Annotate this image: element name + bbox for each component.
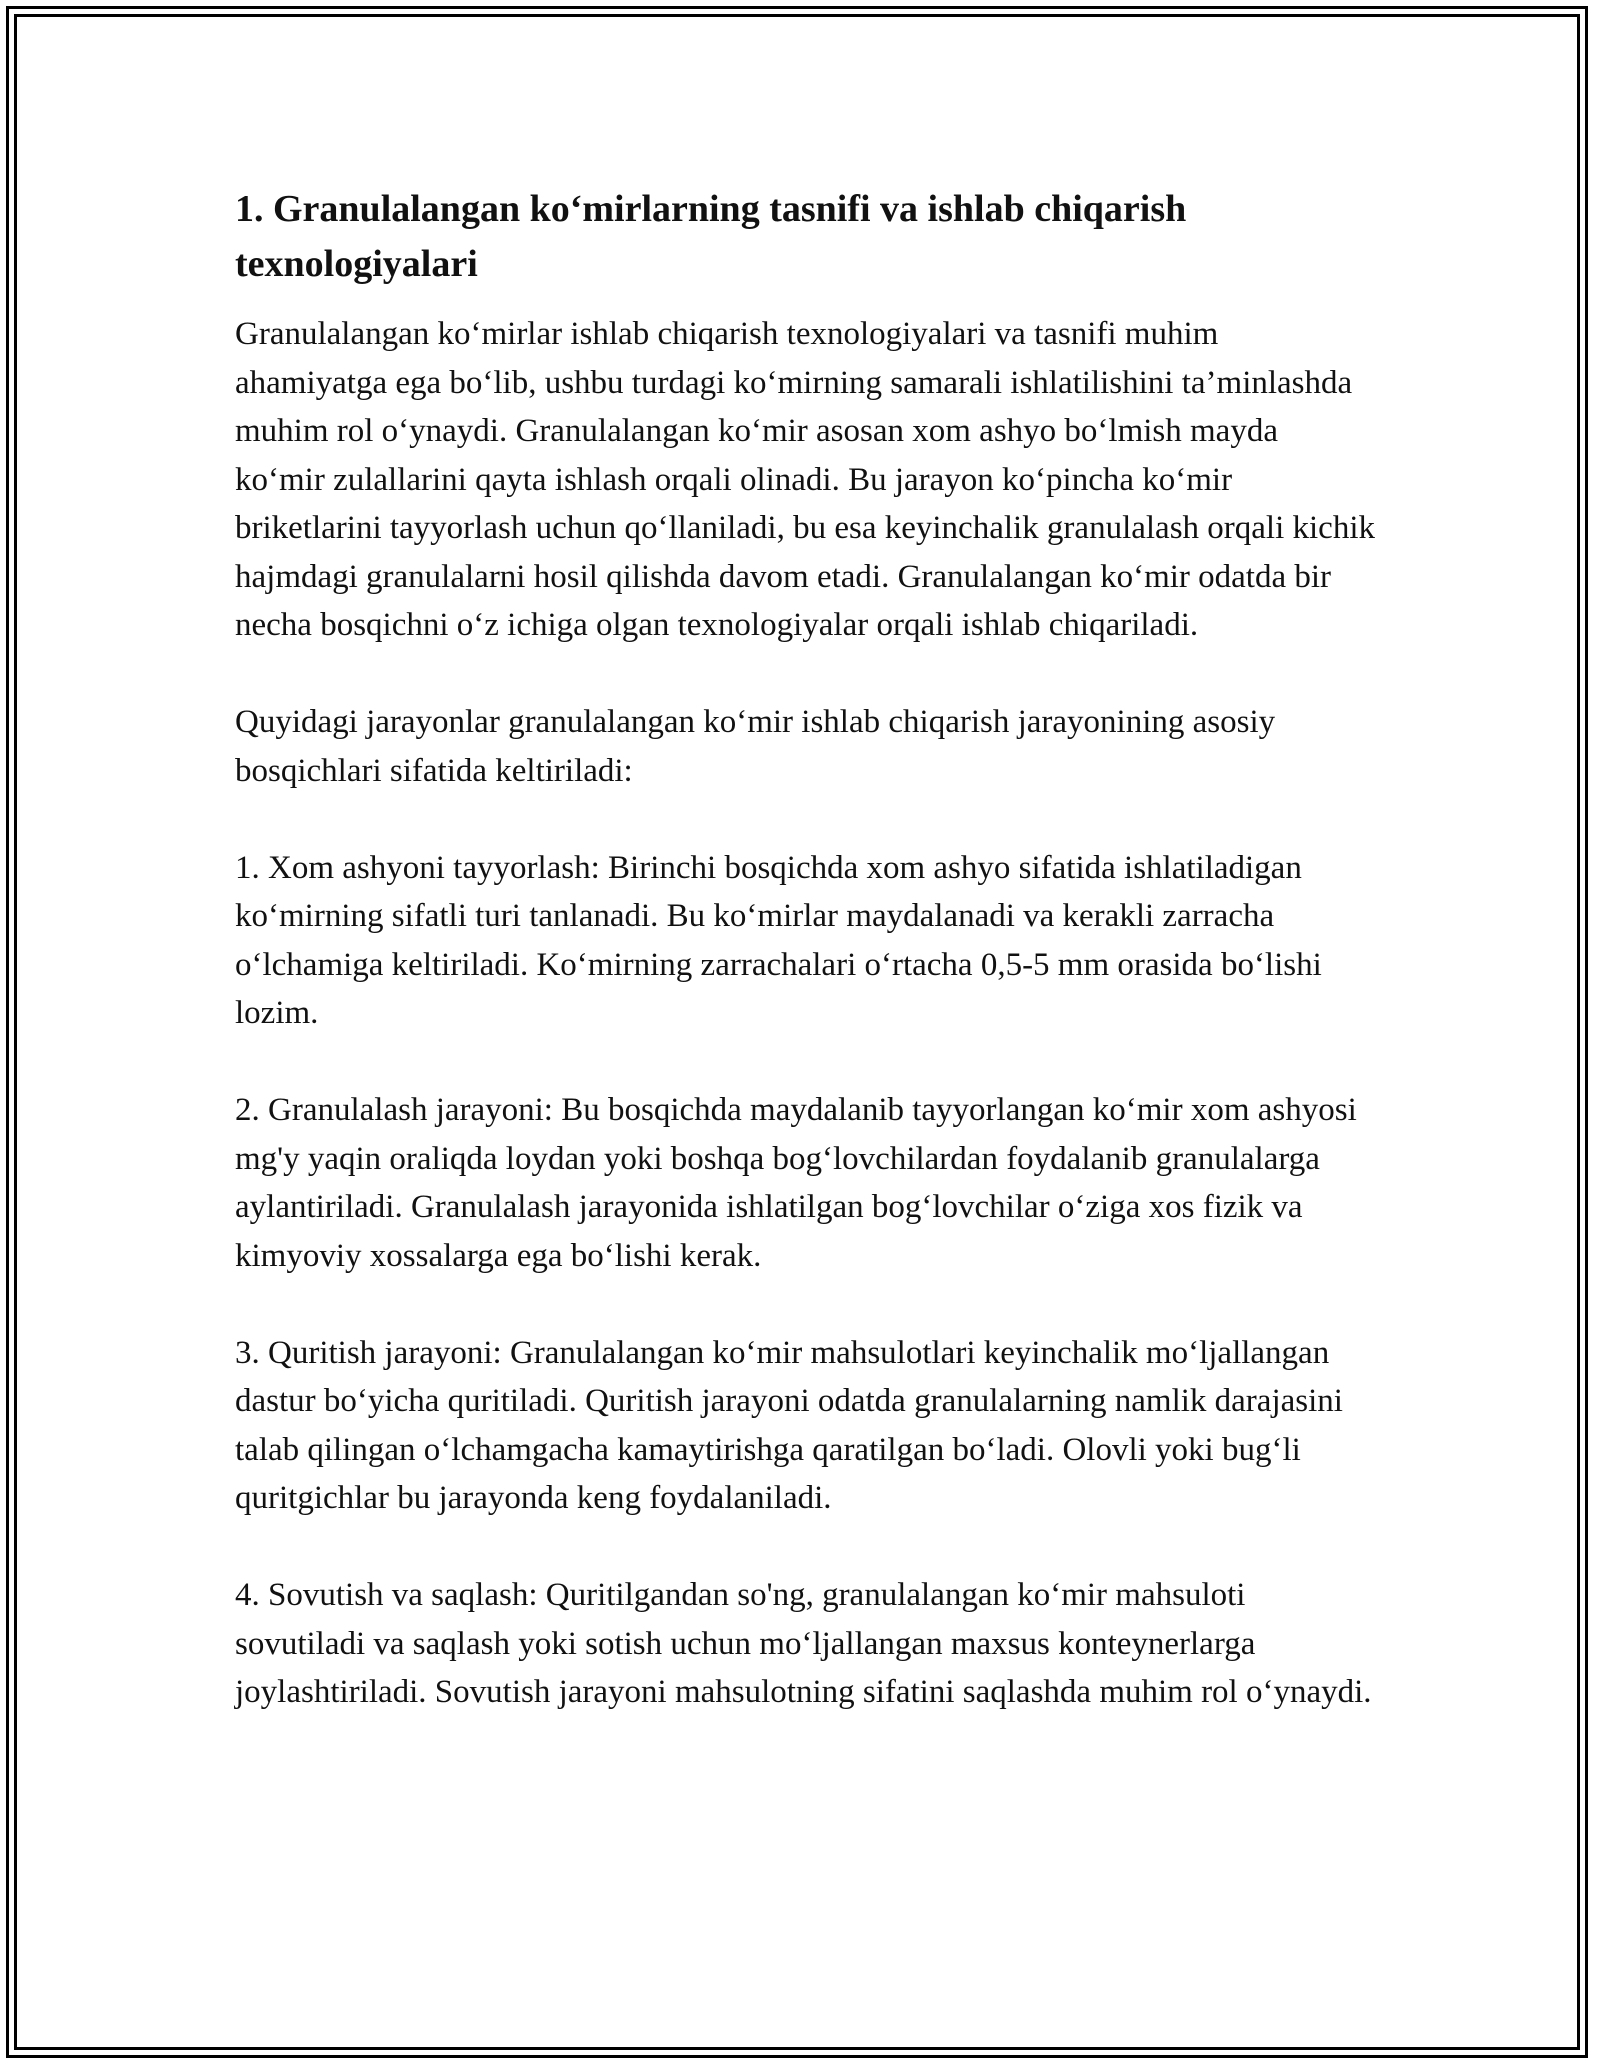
stage-2-paragraph: 2. Granulalash jarayoni: Bu bosqichda maydalanib tayyorlangan ko‘mir xom ashyosi mg'y yaqin oraliqda loydan yoki boshqa bog‘lovchilardan foydalanib granulalarga aylantiriladi. Granulalash jarayonida ishlatilgan bog‘lovchilar o‘ziga xos fizik va kimyoviy xossalarga ega bo‘lishi kerak. (235, 1092, 1357, 1274)
stage-3-paragraph: 3. Quritish jarayoni: Granulalangan ko‘mir mahsulotlari keyinchalik mo‘ljallangan dastur bo‘yicha quritiladi. Quritish jarayoni odatda granulalarning namlik darajasini talab qilingan o‘lchamgacha kamaytirishga qaratilgan bo‘ladi. Olovli yoki bug‘li quritgichlar bu jarayonda keng foydalaniladi. (235, 1334, 1343, 1516)
stage-1-paragraph: 1. Xom ashyoni tayyorlash: Birinchi bosqichda xom ashyo sifatida ishlatiladigan ko‘mirning sifatli turi tanlanadi. Bu ko‘mirlar maydalanadi va kerakli zarracha o‘lchamiga keltiriladi. Ko‘mirning zarrachalari o‘rtacha 0,5-5 mm orasida bo‘lishi lozim. (235, 849, 1322, 1031)
intro-paragraph: Granulalangan ko‘mirlar ishlab chiqarish texnologiyalari va tasnifi muhim ahamiyatga ega bo‘lib, ushbu turdagi ko‘mirning samarali ishlatilishini ta’minlashda muhim rol o‘ynaydi. Granulalangan ko‘mir asosan xom ashyo bo‘lmish mayda ko‘mir zulallarini qayta ishlash orqali olinadi. Bu jarayon ko‘pincha ko‘mir briketlarini tayyorlash uchun qo‘llaniladi, bu esa keyinchalik granulalash orqali kichik hajmdagi granulalarni hosil qilishda davom etadi. Granulalangan ko‘mir odatda bir necha bosqichni o‘z ichiga olgan texnologiyalar orqali ishlab chiqariladi. (235, 316, 1375, 643)
stages-lead-paragraph: Quyidagi jarayonlar granulalangan ko‘mir ishlab chiqarish jarayonining asosiy bosqichlari sifatida keltiriladi: (235, 704, 1276, 789)
section-heading: 1. Granulalangan ko‘mirlarning tasnifi va ishlab chiqarish texnologiyalari (235, 188, 1187, 285)
document-body (235, 182, 1375, 1765)
stage-4-paragraph: 4. Sovutish va saqlash: Quritilgandan so'ng, granulalangan ko‘mir mahsuloti sovutiladi va saqlash yoki sotish uchun mo‘ljallangan maxsus konteynerlarga joylashtiriladi. Sovutish jarayoni mahsulotning sifatini saqlashda muhim rol o‘ynaydi. (235, 1577, 1372, 1710)
